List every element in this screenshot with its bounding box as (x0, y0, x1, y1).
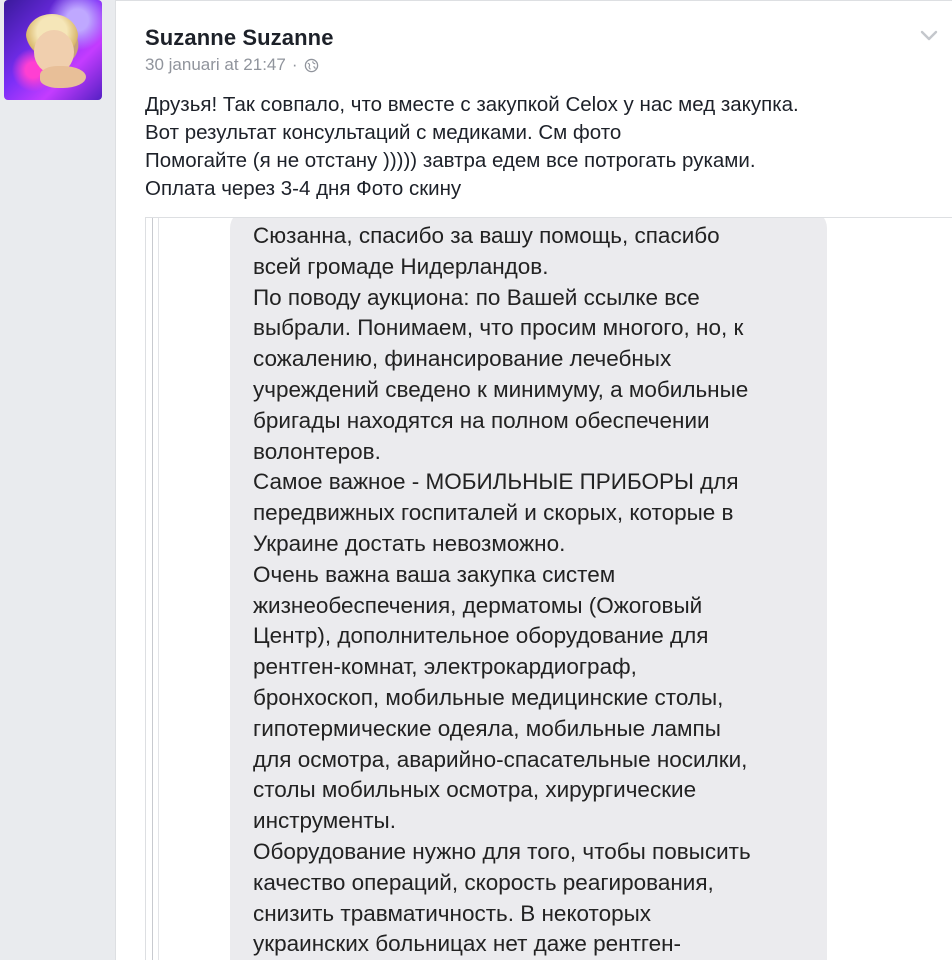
avatar-hand (40, 66, 86, 88)
message-line: Оборудование нужно для того, чтобы повысить (253, 838, 751, 864)
post-text (145, 91, 945, 203)
post-text-line: Вот результат консультаций с медиками. См фото (145, 121, 622, 144)
message-line: Очень важна ваша закупка систем (253, 561, 616, 587)
post-meta (145, 55, 319, 75)
message-line: волонтеров. (253, 438, 381, 464)
post-timestamp[interactable]: 30 januari at 21:47 (145, 55, 286, 74)
message-line: сожалению, финансирование лечебных (253, 346, 672, 372)
message-line: Самое важное - МОБИЛЬНЫЕ ПРИБОРЫ для (253, 469, 739, 495)
message-line: выбрали. Понимаем, что просим многого, но, к (253, 315, 744, 341)
post-text-line: Помогайте (я не отстану ))))) завтра едем все потрогать руками. (145, 149, 756, 172)
message-line: качество операций, скорость реагирования, (253, 869, 714, 895)
message-line: жизнеобеспечения, дерматомы (Ожоговый (253, 592, 703, 618)
message-line: снизить травматичность. В некоторых (253, 900, 652, 926)
message-line: столы мобильных осмотра, хирургические (253, 777, 697, 803)
message-line: Центр), дополнительное оборудование для (253, 623, 709, 649)
screenshot-edge-line (152, 218, 153, 960)
message-text (253, 221, 833, 960)
photo-attachment[interactable] (145, 217, 952, 960)
message-line: учреждений сведено к минимуму, а мобильные (253, 376, 749, 402)
message-line: бригады находятся на полном обеспечении (253, 407, 710, 433)
message-line: Украине достать невозможно. (253, 530, 566, 556)
post-text-line: Друзья! Так совпало, что вместе с закупкой Celox у нас мед закупка. (145, 93, 799, 116)
message-line: инструменты. (253, 808, 396, 834)
message-line: передвижных госпиталей и скорых, которые в (253, 500, 734, 526)
message-line: украинских больницах нет даже рентген- (253, 931, 682, 957)
message-line: для осмотра, аварийно-спасательные носилки, (253, 746, 748, 772)
meta-separator: · (291, 55, 298, 74)
screenshot-edge-line (158, 218, 159, 960)
message-line: бронхоскоп, мобильные медицинские столы, (253, 684, 724, 710)
message-line: гипотермические одеяла, мобильные лампы (253, 715, 721, 741)
chevron-down-icon[interactable] (919, 29, 939, 43)
message-line: рентген-комнат, электрокардиограф, (253, 654, 637, 680)
message-line: всей громаде Нидерландов. (253, 253, 549, 279)
message-line: Сюзанна, спасибо за вашу помощь, спасибо (253, 223, 720, 248)
post-text-line: Оплата через 3-4 дня Фото скину (145, 177, 462, 200)
post-author-name[interactable]: Suzanne Suzanne (145, 25, 334, 50)
post-card (115, 0, 952, 960)
globe-icon[interactable] (304, 58, 319, 73)
message-line: По поводу аукциона: по Вашей ссылке все (253, 284, 700, 310)
avatar[interactable] (4, 0, 102, 100)
